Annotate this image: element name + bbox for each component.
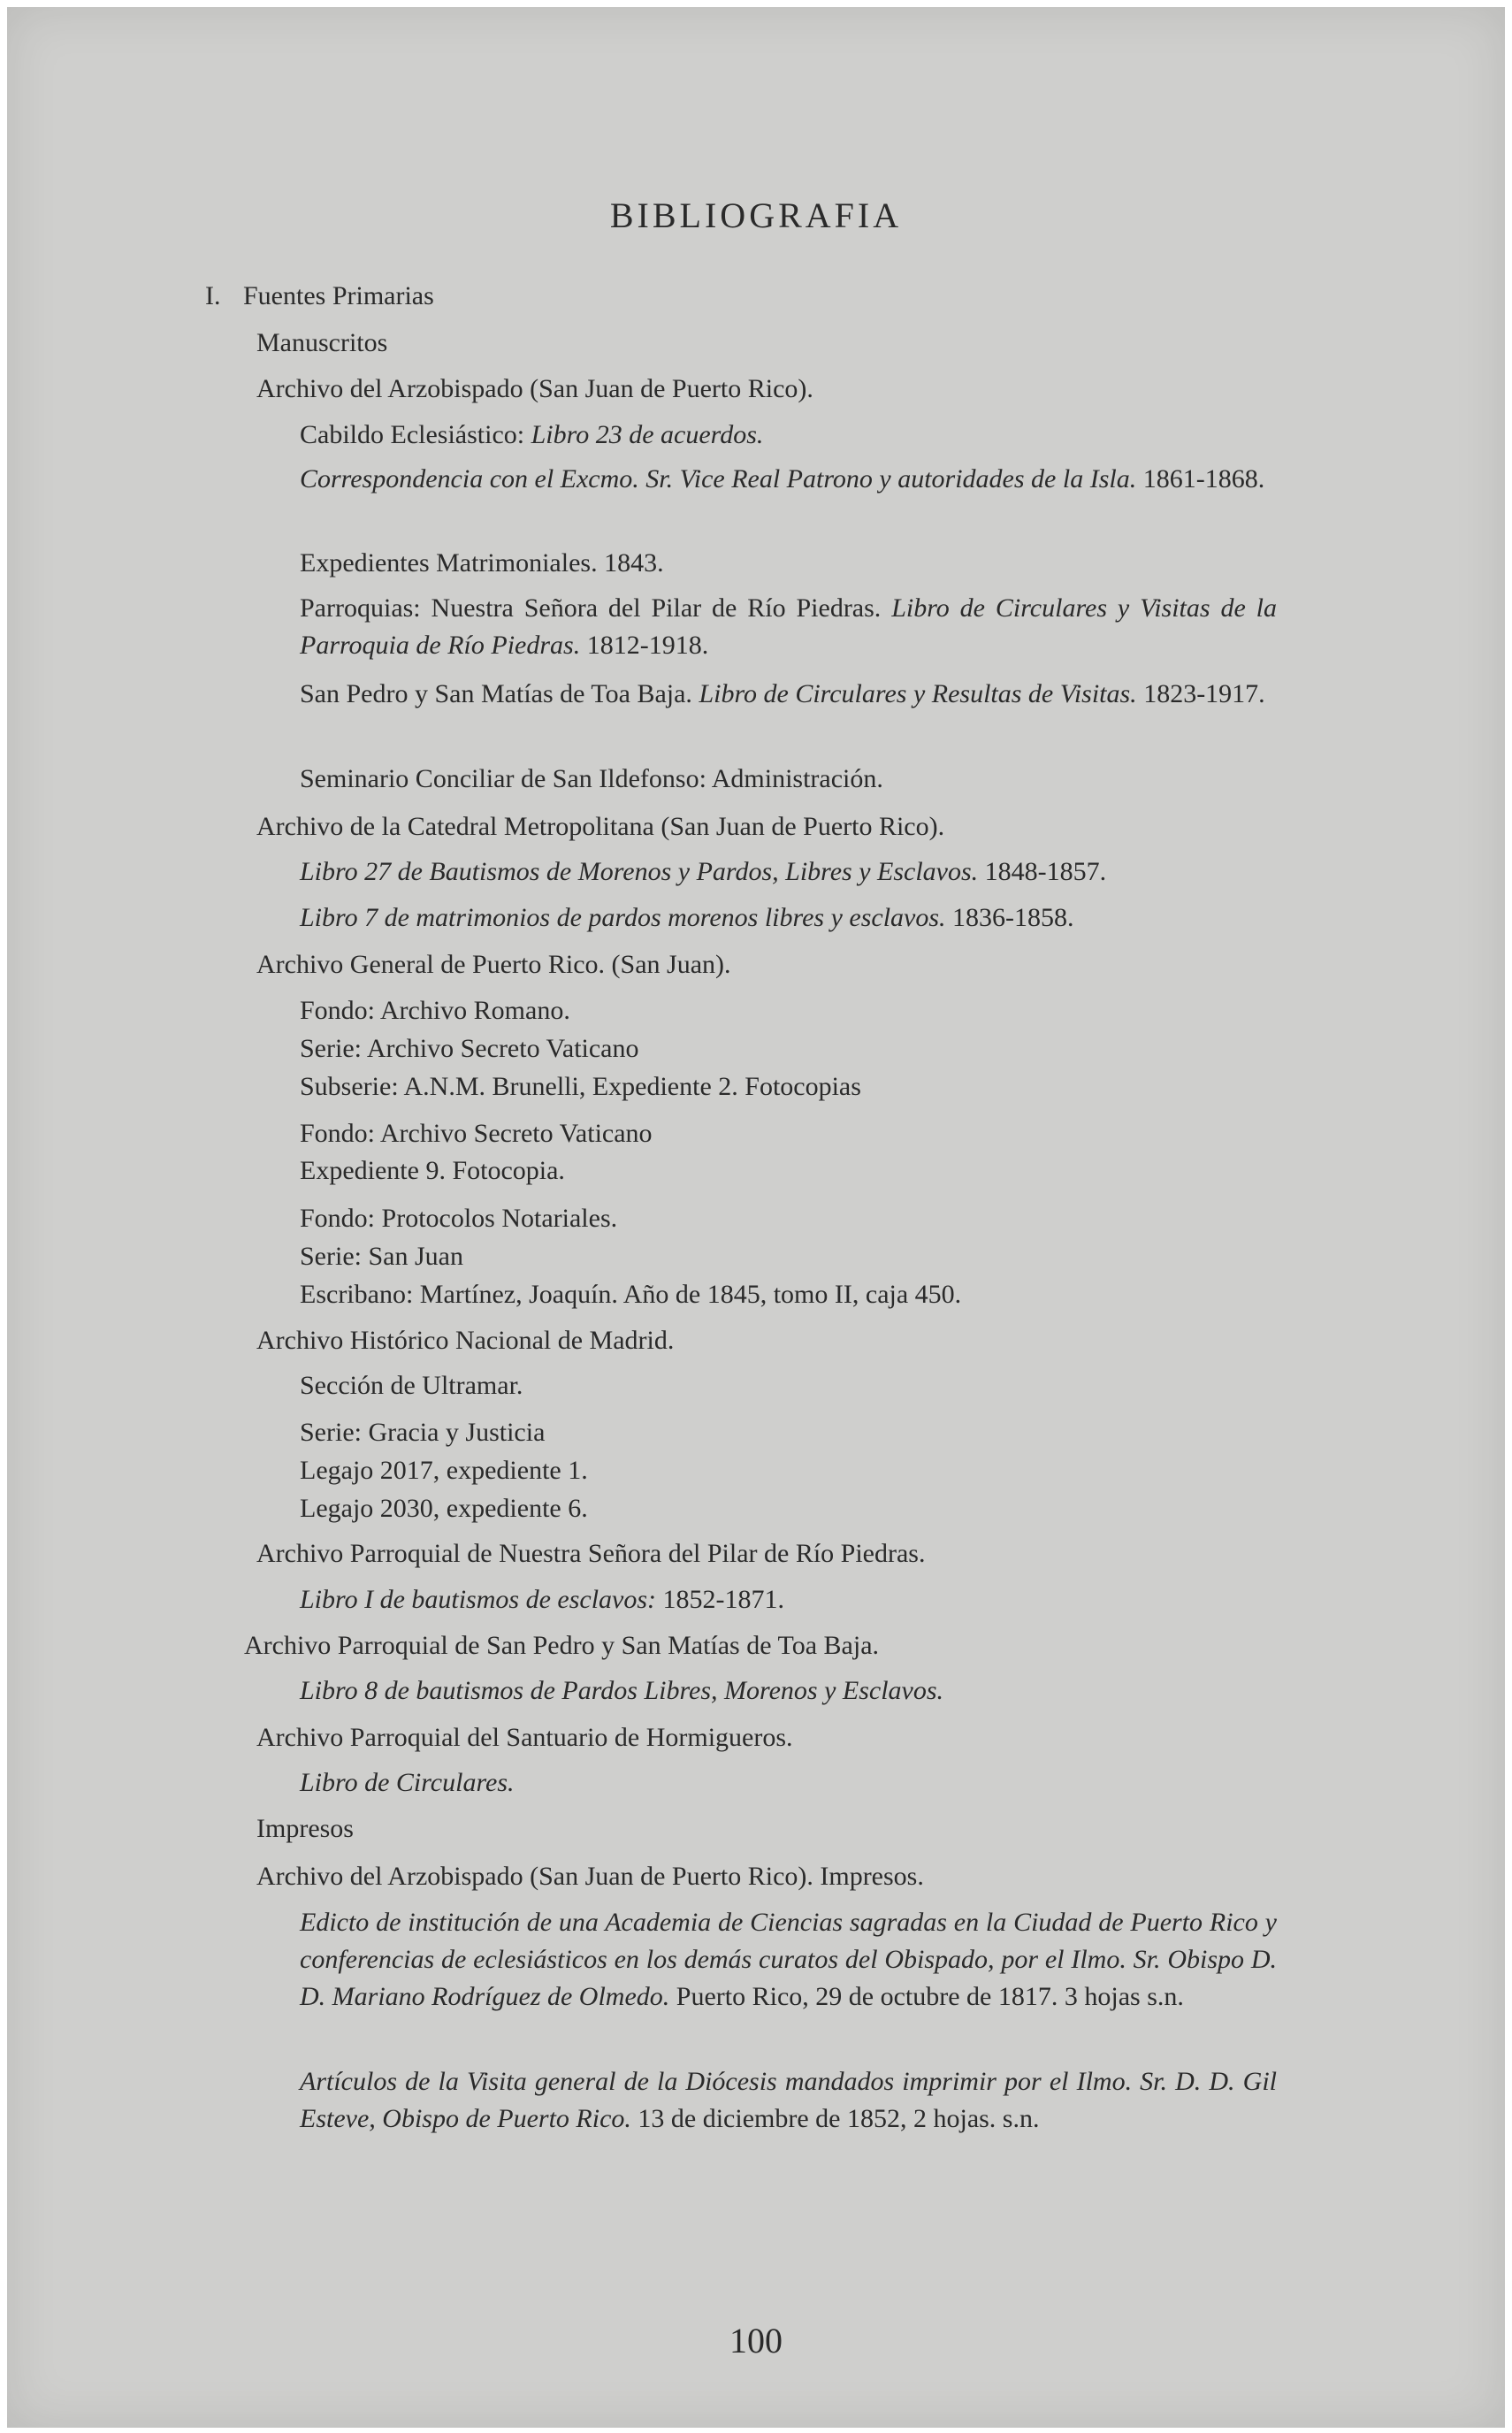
page-title: BIBLIOGRAFIA — [609, 195, 903, 235]
entry-title: Libro 8 de bautismos de Pardos Libres, Morenos y Esclavos. — [300, 1676, 944, 1705]
entry-libro-circulares — [300, 1764, 515, 1802]
entry-seccion-ultramar: Sección de Ultramar. — [300, 1371, 523, 1400]
document-page — [7, 7, 1505, 2428]
entry-title: Libro de Circulares. — [300, 1768, 515, 1797]
entry-seminario: Seminario Conciliar de San Ildefonso: Administración. — [300, 764, 883, 793]
entry-title: Libro 23 de acuerdos. — [531, 420, 764, 449]
archive-heading-general: Archivo General de Puerto Rico. (San Juan). — [256, 950, 731, 979]
entry-expedientes: Expedientes Matrimoniales. 1843. — [300, 548, 664, 578]
entry-serie-gracia: Serie: Gracia y Justicia — [300, 1418, 546, 1447]
archive-heading-historico: Archivo Histórico Nacional de Madrid. — [256, 1326, 675, 1355]
entry-years: 1812-1918. — [580, 631, 709, 660]
entry-years: 1823-1917. — [1136, 679, 1265, 708]
entry-cabildo — [300, 417, 763, 454]
archive-heading-catedral: Archivo de la Catedral Metropolitana (San Juan de Puerto Rico). — [256, 812, 945, 841]
entry-parroquias — [300, 590, 1277, 664]
entry-years: 1848-1857. — [978, 857, 1107, 886]
entry-legajo-2030: Legajo 2030, expediente 6. — [300, 1494, 588, 1523]
entry-serie-vaticano: Serie: Archivo Secreto Vaticano — [300, 1034, 639, 1063]
entry-title: Libro I de bautismos de esclavos: — [300, 1585, 657, 1614]
entry-expediente-9: Expediente 9. Fotocopia. — [300, 1156, 565, 1185]
entry-libro-7 — [300, 899, 1074, 937]
subsection-impresos: Impresos — [256, 1814, 354, 1843]
entry-escribano: Escribano: Martínez, Joaquín. Año de 1845, tomo II, caja 450. — [300, 1280, 962, 1309]
entry-title: Libro de Circulares y Resultas de Visitas. — [699, 679, 1137, 708]
entry-legajo-2017: Legajo 2017, expediente 1. — [300, 1456, 588, 1485]
entry-title: Artículos de la Visita general de la Diócesis mandados imprimir por el Ilmo. Sr. D. D. Gil Esteve, Obispo de Puerto Rico. — [300, 2067, 1277, 2133]
section-number: I. — [205, 281, 221, 310]
entry-years: 1852-1871. — [656, 1585, 785, 1614]
archive-heading-san-pedro: Archivo Parroquial de San Pedro y San Matías de Toa Baja. — [244, 1631, 880, 1660]
entry-subserie: Subserie: A.N.M. Brunelli, Expediente 2. Fotocopias — [300, 1072, 861, 1101]
archive-heading-impresos: Archivo del Arzobispado (San Juan de Puerto Rico). Impresos. — [256, 1862, 924, 1891]
entry-prefix: Parroquias: Nuestra Señora del Pilar de Río Piedras. — [300, 593, 892, 623]
entry-prefix: Cabildo Eclesiástico: — [300, 420, 531, 449]
entry-detail: Puerto Rico, 29 de octubre de 1817. 3 hojas s.n. — [669, 1982, 1184, 2011]
entry-edicto — [300, 1904, 1277, 2016]
entry-libro-i — [300, 1581, 784, 1618]
entry-title: Libro 27 de Bautismos de Morenos y Pardos, Libres y Esclavos. — [300, 857, 979, 886]
entry-detail: 13 de diciembre de 1852, 2 hojas. s.n. — [630, 2104, 1040, 2133]
entry-fondo-secreto: Fondo: Archivo Secreto Vaticano — [300, 1119, 653, 1148]
archive-heading-hormigueros: Archivo Parroquial del Santuario de Hormigueros. — [256, 1723, 793, 1752]
entry-libro-8 — [300, 1672, 943, 1710]
entry-years: 1861-1868. — [1136, 464, 1265, 493]
entry-san-pedro — [300, 676, 1277, 713]
entry-prefix: San Pedro y San Matías de Toa Baja. — [300, 679, 699, 708]
entry-libro-27 — [300, 853, 1106, 891]
entry-correspondencia — [300, 461, 1277, 498]
entry-fondo-romano: Fondo: Archivo Romano. — [300, 996, 570, 1025]
entry-title: Edicto de institución de una Academia de Ciencias sagradas en la Ciudad de Puerto Rico y conferencias de eclesiásticos en los demás curatos del Obispado, por el Ilmo. Sr. Obispo D. D. Mariano Rodríguez de Olmedo. — [300, 1908, 1277, 2011]
entry-title: Libro de Circulares y Visitas de la Parroquia de Río Piedras. — [300, 593, 1277, 660]
section-label: Fuentes Primarias — [243, 281, 434, 310]
archive-heading-arzobispado: Archivo del Arzobispado (San Juan de Puerto Rico). — [256, 374, 813, 403]
entry-serie-san-juan: Serie: San Juan — [300, 1242, 463, 1271]
entry-fondo-protocolos: Fondo: Protocolos Notariales. — [300, 1204, 618, 1233]
entry-title: Correspondencia con el Excmo. Sr. Vice Real Patrono y autoridades de la Isla. — [300, 464, 1137, 493]
page-number: 100 — [729, 2321, 783, 2360]
entry-years: 1836-1858. — [945, 903, 1074, 932]
archive-heading-pilar: Archivo Parroquial de Nuestra Señora del Pilar de Río Piedras. — [256, 1539, 926, 1568]
section-heading — [205, 278, 434, 315]
entry-title: Libro 7 de matrimonios de pardos morenos libres y esclavos. — [300, 903, 946, 932]
subsection-manuscritos: Manuscritos — [256, 328, 388, 357]
entry-articulos — [300, 2063, 1277, 2138]
